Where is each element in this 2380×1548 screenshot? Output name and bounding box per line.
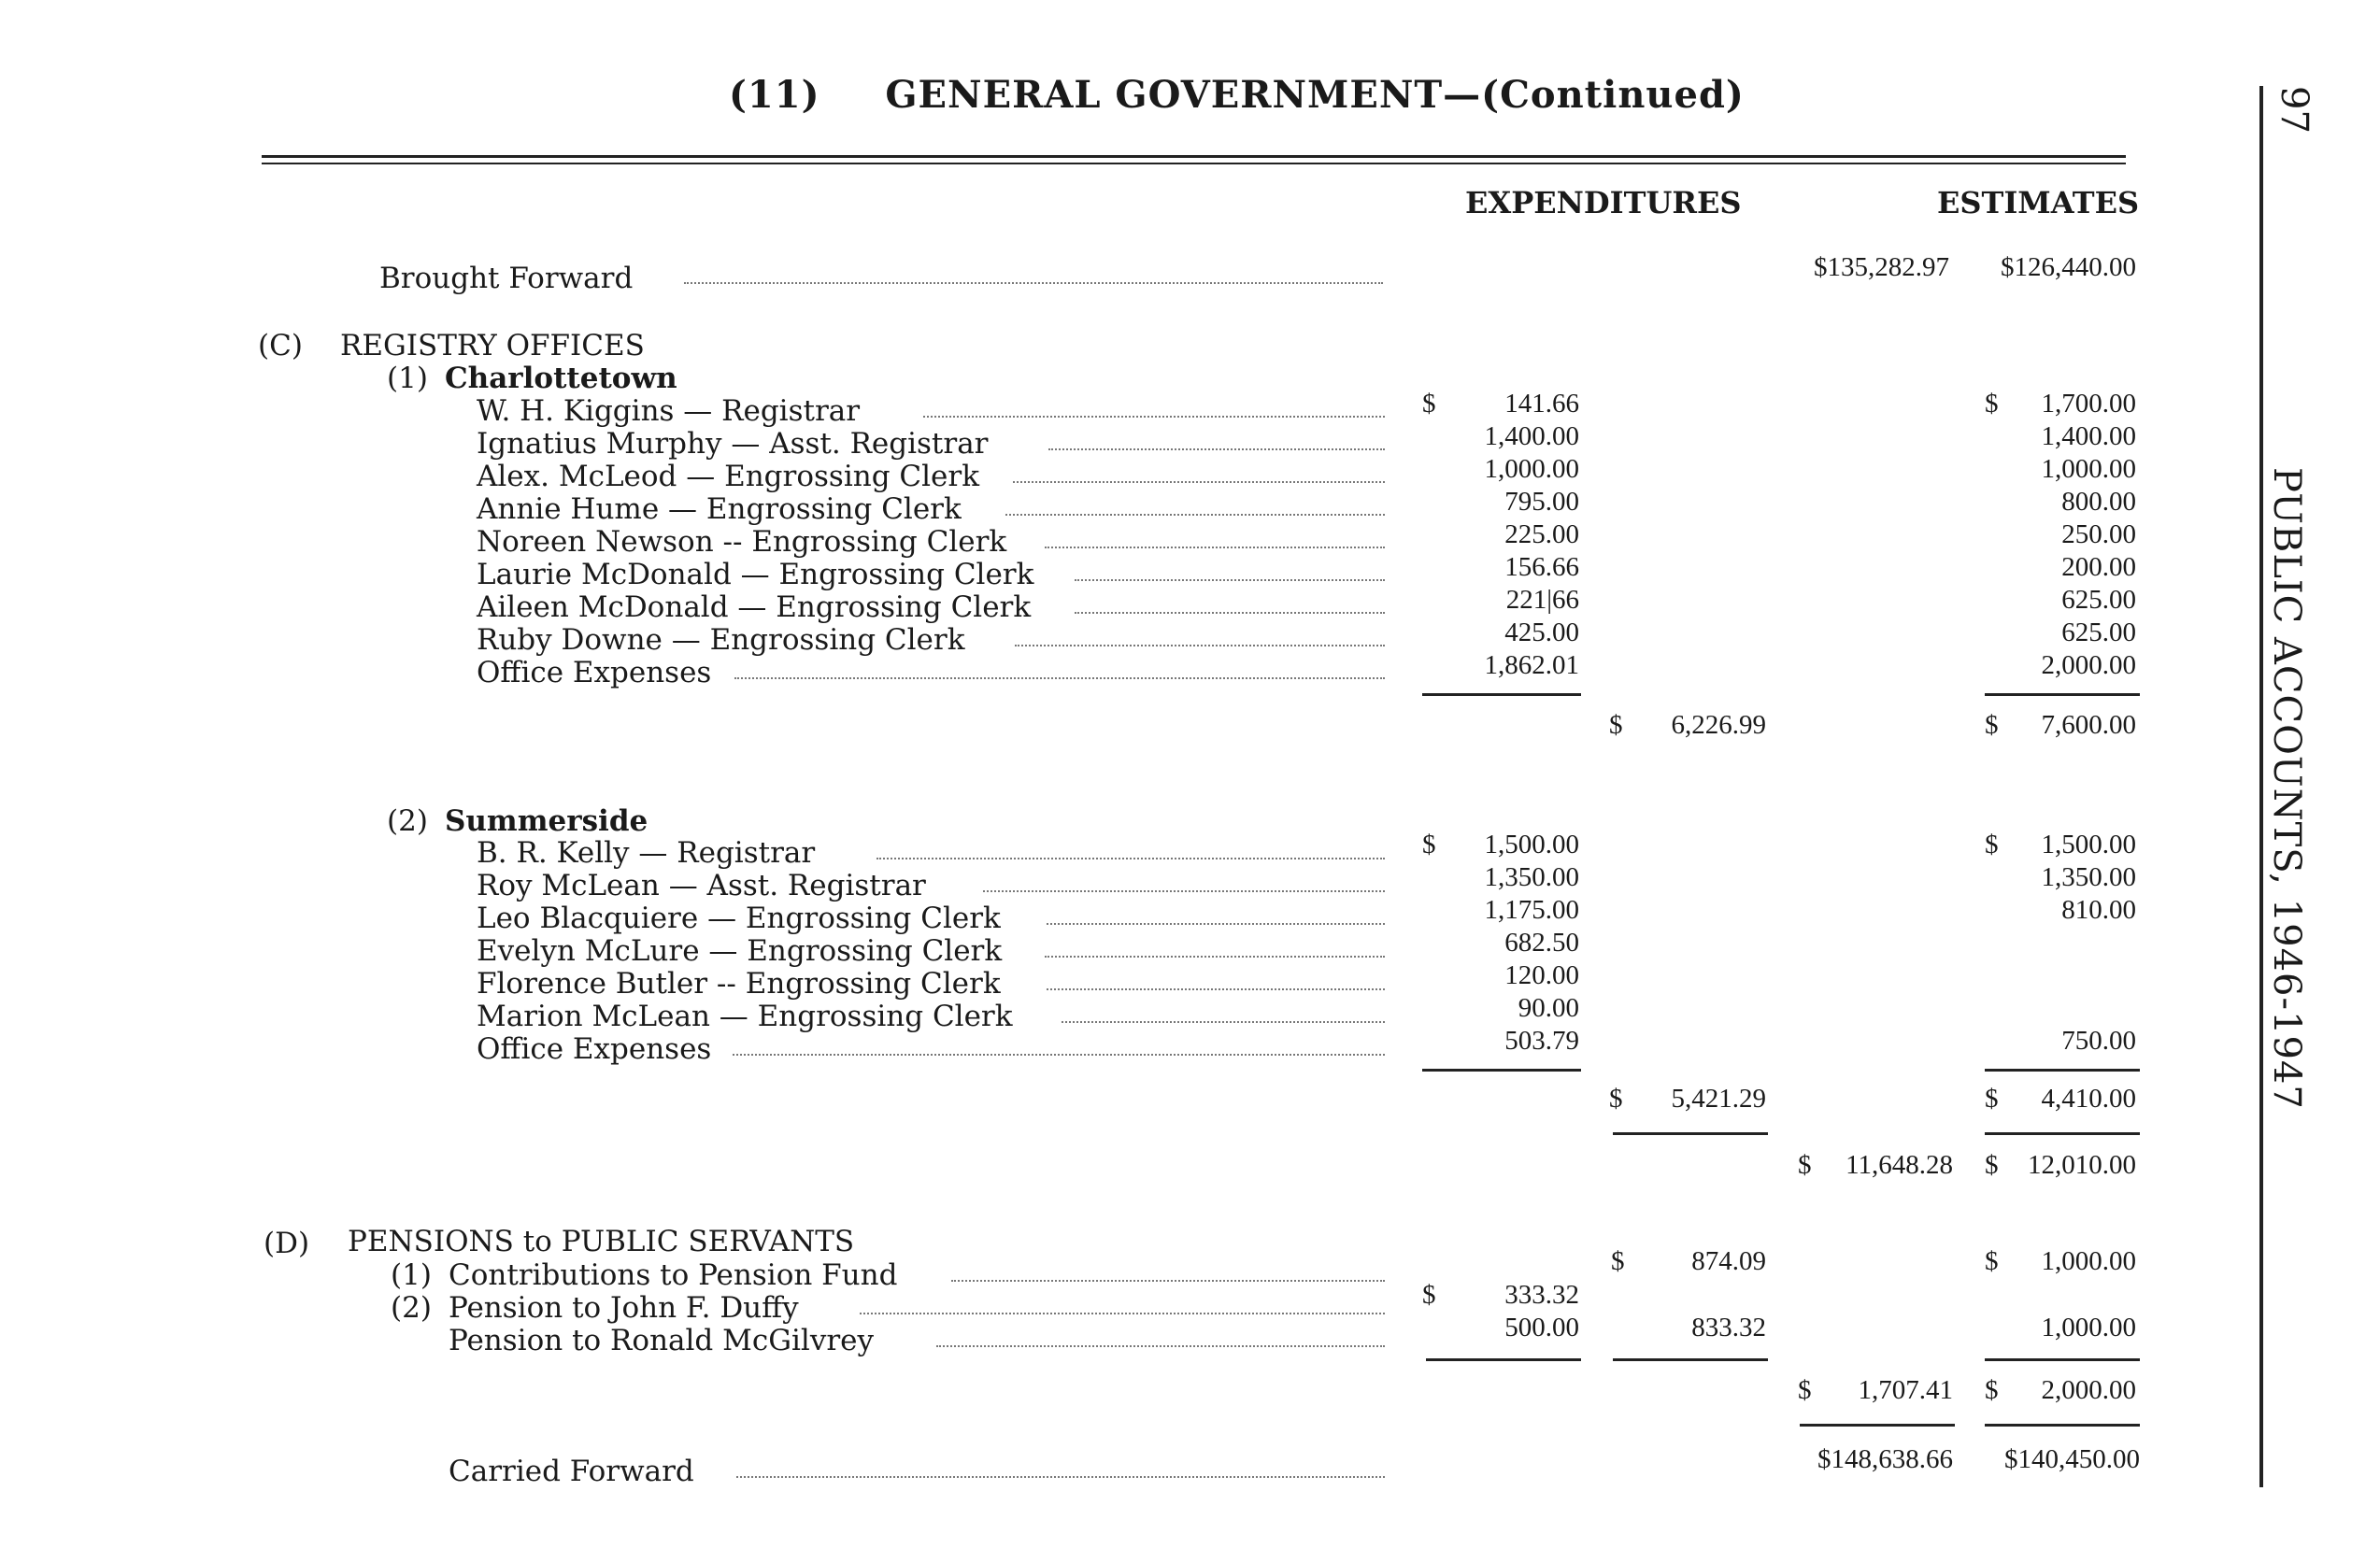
carried-forward-total: $148,638.66 (1817, 1444, 1953, 1474)
table-row-label: Ignatius Murphy — Asst. Registrar (477, 427, 989, 461)
estimates-heading: ESTIMATES (1937, 185, 2140, 220)
table-row-amount: 141.66 (1504, 389, 1579, 419)
pension-pair-subtotal: 833.32 (1691, 1313, 1766, 1342)
underline (1426, 1358, 1581, 1361)
dollar-sign: $ (1985, 830, 1999, 859)
table-row-label: Florence Butler -- Engrossing Clerk (477, 967, 1001, 1001)
table-row-amount: 156.66 (1504, 552, 1579, 582)
leader-dots (1045, 956, 1385, 958)
underline (1422, 1069, 1581, 1072)
underline (1985, 1069, 2140, 1072)
brought-forward-estimate: $126,440.00 (2001, 252, 2136, 282)
underline (1985, 1358, 2140, 1361)
underline (1985, 693, 2140, 696)
registry-total: 11,648.28 (1846, 1150, 1953, 1180)
header-rule-bottom (262, 163, 2126, 164)
table-row-amount: 1,000.00 (1484, 454, 1579, 484)
pension-row-number: (2) (391, 1291, 432, 1325)
table-row-estimate: 250.00 (2061, 519, 2136, 549)
table-row-estimate: 625.00 (2061, 585, 2136, 615)
underline (1800, 1424, 1955, 1427)
leader-dots (1047, 923, 1385, 925)
dollar-sign: $ (1985, 1375, 1999, 1405)
dollar-sign: $ (1985, 389, 1999, 419)
table-row-label: Leo Blacquiere — Engrossing Clerk (477, 902, 1001, 935)
table-row-estimate: 625.00 (2061, 618, 2136, 647)
table-row-label: Aileen McDonald — Engrossing Clerk (477, 590, 1032, 624)
pension-contribution-subtotal: 874.09 (1691, 1246, 1766, 1276)
table-row-estimate: 1,350.00 (2041, 862, 2136, 892)
right-border-line (2259, 86, 2263, 1487)
table-row-amount: 1,350.00 (1484, 862, 1579, 892)
expenditures-heading: EXPENDITURES (1465, 185, 1742, 220)
table-row-estimate: 800.00 (2061, 487, 2136, 517)
summerside-number: (2) (387, 804, 428, 838)
dollar-sign: $ (1609, 1084, 1623, 1114)
leader-dots (876, 858, 1385, 859)
leader-dots (684, 282, 1383, 284)
table-row-label: Alex. McLeod — Engrossing Clerk (477, 460, 979, 493)
pension-row-label: Pension to Ronald McGilvrey (449, 1324, 875, 1357)
table-row-label: Office Expenses (477, 656, 712, 689)
pension-pair-estimate: 1,000.00 (2041, 1313, 2136, 1342)
leader-dots (983, 890, 1385, 892)
dollar-sign: $ (1985, 1084, 1999, 1114)
page-number: 97 (2273, 86, 2316, 134)
pension-row-label: Contributions to Pension Fund (449, 1258, 898, 1292)
dollar-sign: $ (1611, 1246, 1625, 1276)
table-row-label: W. H. Kiggins — Registrar (477, 394, 861, 428)
charlottetown-subtotal: 6,226.99 (1671, 710, 1766, 740)
table-row-amount: 425.00 (1504, 618, 1579, 647)
page-header (729, 73, 1745, 117)
dollar-sign: $ (1422, 830, 1436, 859)
underline (1985, 1132, 2140, 1135)
leader-dots (1075, 579, 1385, 581)
leader-dots (1005, 514, 1385, 516)
charlottetown-subtotal-estimate: 7,600.00 (2041, 710, 2136, 740)
table-row-estimate: 810.00 (2061, 895, 2136, 925)
table-row-label: B. R. Kelly — Registrar (477, 836, 816, 870)
dollar-sign: $ (1798, 1375, 1812, 1405)
table-row-amount: 90.00 (1518, 993, 1579, 1023)
section-number: (11) (729, 73, 820, 117)
side-running-title: PUBLIC ACCOUNTS, 1946-1947 (2265, 467, 2308, 1110)
dollar-sign: $ (1985, 710, 1999, 740)
table-row-estimate: 200.00 (2061, 552, 2136, 582)
leader-dots (1048, 448, 1385, 450)
dollar-sign: $ (1422, 389, 1436, 419)
table-row-label: Ruby Downe — Engrossing Clerk (477, 623, 965, 657)
carried-forward-label: Carried Forward (449, 1455, 694, 1488)
pension-duffy-amount: 333.32 (1504, 1280, 1579, 1310)
underline (1985, 1424, 2140, 1427)
dollar-sign: $ (1985, 1246, 1999, 1276)
leader-dots (1047, 988, 1385, 990)
charlottetown-heading: Charlottetown (445, 362, 677, 395)
pension-row-number: (1) (391, 1258, 432, 1292)
pensions-title: PENSIONS to PUBLIC SERVANTS (348, 1225, 855, 1258)
table-row-amount: 1,862.01 (1484, 650, 1579, 680)
table-row-estimate: 1,500.00 (2041, 830, 2136, 859)
section-c-letter: (C) (258, 329, 303, 362)
dollar-sign: $ (1609, 710, 1623, 740)
leader-dots (1015, 645, 1385, 646)
leader-dots (1045, 547, 1385, 548)
table-row-label: Office Expenses (477, 1032, 712, 1066)
table-row-label: Evelyn McLure — Engrossing Clerk (477, 934, 1003, 968)
dollar-sign: $ (1798, 1150, 1812, 1180)
table-row-amount: 120.00 (1504, 960, 1579, 990)
table-row-label: Roy McLean — Asst. Registrar (477, 869, 926, 902)
header-rule-top (262, 155, 2126, 158)
leader-dots (734, 677, 1385, 679)
table-row-amount: 795.00 (1504, 487, 1579, 517)
leader-dots (860, 1313, 1385, 1314)
leader-dots (936, 1345, 1385, 1347)
underline (1613, 1358, 1768, 1361)
pensions-total: 1,707.41 (1858, 1375, 1953, 1405)
underline (1613, 1132, 1768, 1135)
registry-offices-title: REGISTRY OFFICES (340, 329, 645, 362)
table-row-amount: 225.00 (1504, 519, 1579, 549)
table-row-amount: 503.79 (1504, 1026, 1579, 1056)
registry-total-estimate: 12,010.00 (2028, 1150, 2136, 1180)
table-row-amount: 221|66 (1505, 585, 1579, 615)
table-row-label: Marion McLean — Engrossing Clerk (477, 1000, 1013, 1033)
dollar-sign: $ (1985, 1150, 1999, 1180)
leader-dots (1062, 1021, 1385, 1023)
charlottetown-number: (1) (387, 362, 428, 395)
carried-forward-estimate: $140,450.00 (2004, 1444, 2140, 1474)
leader-dots (923, 416, 1385, 418)
table-row-estimate: 1,400.00 (2041, 421, 2136, 451)
brought-forward-total: $135,282.97 (1814, 252, 1949, 282)
section-d-letter: (D) (264, 1227, 310, 1260)
pensions-total-estimate: 2,000.00 (2041, 1375, 2136, 1405)
leader-dots (736, 1476, 1385, 1478)
table-row-amount: 1,500.00 (1484, 830, 1579, 859)
summerside-subtotal-estimate: 4,410.00 (2041, 1084, 2136, 1114)
table-row-estimate: 2,000.00 (2041, 650, 2136, 680)
table-row-label: Laurie McDonald — Engrossing Clerk (477, 558, 1034, 591)
leader-dots (1075, 612, 1385, 614)
table-row-estimate: 1,700.00 (2041, 389, 2136, 419)
page-title: GENERAL GOVERNMENT—(Continued) (885, 73, 1745, 117)
brought-forward-label: Brought Forward (379, 262, 634, 295)
pension-row-label: Pension to John F. Duffy (449, 1291, 799, 1325)
summerside-heading: Summerside (445, 804, 648, 838)
table-row-amount: 1,400.00 (1484, 421, 1579, 451)
pension-contribution-estimate: 1,000.00 (2041, 1246, 2136, 1276)
table-row-amount: 1,175.00 (1484, 895, 1579, 925)
pension-mcgilvrey-amount: 500.00 (1504, 1313, 1579, 1342)
table-row-label: Annie Hume — Engrossing Clerk (477, 492, 962, 526)
table-row-amount: 682.50 (1504, 928, 1579, 958)
underline (1422, 693, 1581, 696)
table-row-estimate: 750.00 (2061, 1026, 2136, 1056)
leader-dots (951, 1280, 1385, 1282)
leader-dots (1013, 481, 1385, 483)
table-row-estimate: 1,000.00 (2041, 454, 2136, 484)
summerside-subtotal: 5,421.29 (1671, 1084, 1766, 1114)
table-row-label: Noreen Newson -- Engrossing Clerk (477, 525, 1007, 559)
dollar-sign: $ (1422, 1280, 1436, 1310)
leader-dots (733, 1054, 1385, 1056)
